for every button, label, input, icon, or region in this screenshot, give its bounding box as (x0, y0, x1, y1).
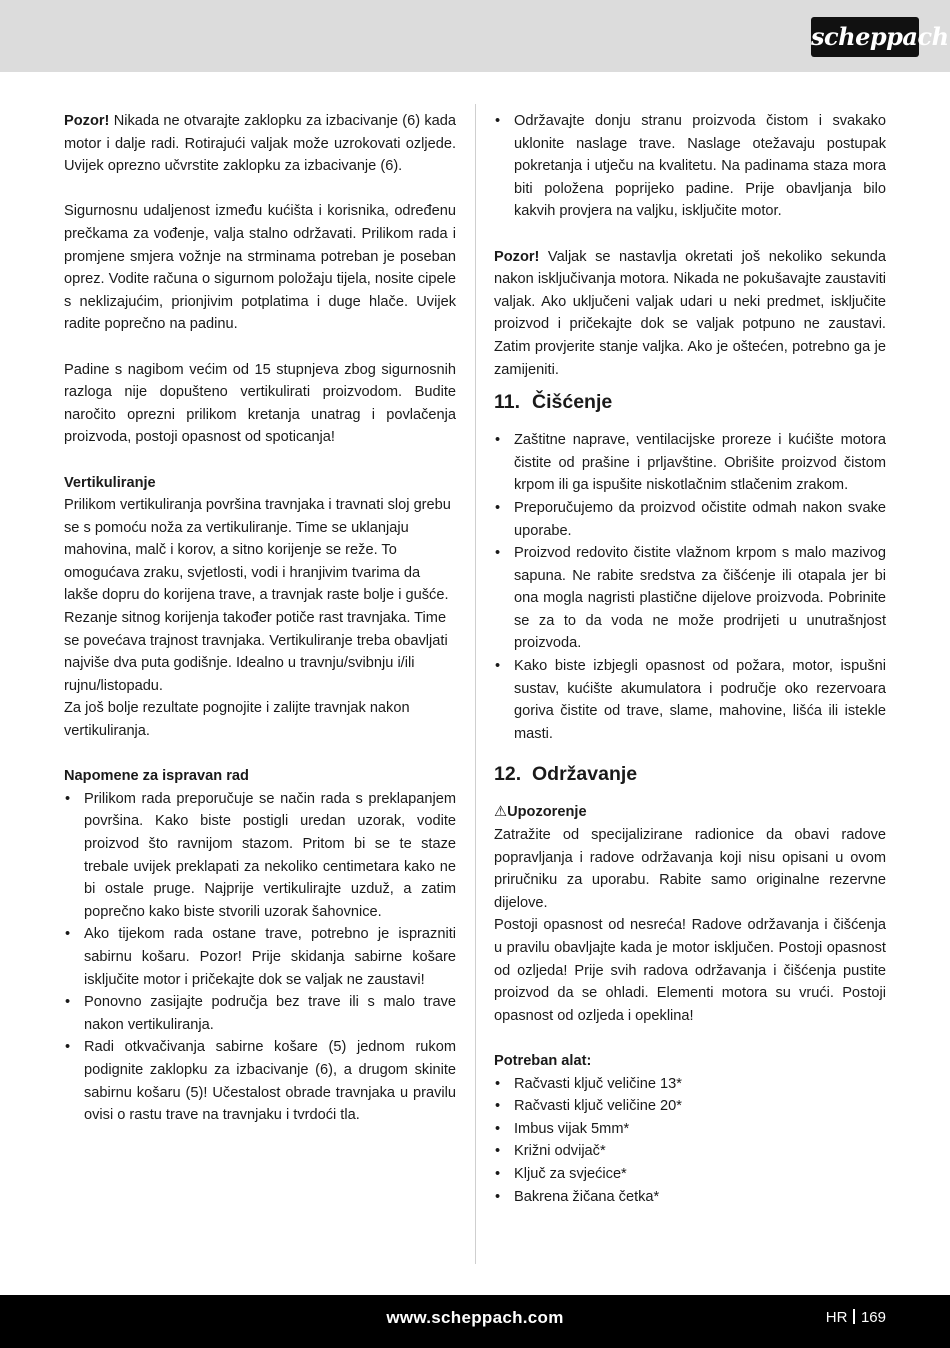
pozor-paragraph (494, 246, 886, 382)
pozor-label: Pozor! (64, 113, 110, 129)
tools-list (494, 1073, 886, 1209)
list-item: • Zaštitne naprave, ventilacijske proreze i kućište motora čistite od prašine i prljavštine. Obrišite proizvod čistom krpom ili ga ispušite niskotlačnim stlačenim zrakom. (494, 429, 886, 497)
tools-heading: Potreban alat: (494, 1052, 592, 1069)
warning-paragraph (64, 110, 456, 178)
list-item: • Održavajte donju stranu proizvoda čistom i svakako uklonite naslage trave. Naslage otežavaju postupak pokretanja i utječu na kvalitetu. Na padinama staza mora biti položena poprijeko padine. Prije obavljanja bilo kakvih provjera na valjku, isključite motor. (494, 110, 886, 223)
warning-paragraph: Zatražite od specijalizirane radionice da obavi radove popravljanja i radove održavanja koji nisu opisani u ovom priručniku za uporabu. Rabite samo originalne rezervne dijelove. (494, 827, 886, 911)
list-item: • Račvasti ključ veličine 20* (494, 1095, 886, 1118)
vert-heading: Vertikuliranje (64, 474, 156, 491)
list-item: • Preporučujemo da proizvod očistite odmah nakon svake uporabe. (494, 497, 886, 542)
notes-list (64, 788, 456, 1127)
right-column (494, 110, 886, 1208)
cleaning-list (494, 429, 886, 745)
pozor-label: Pozor! (494, 248, 540, 265)
warning-heading (494, 801, 886, 824)
safety-distance-paragraph: Sigurnosnu udaljenost između kućišta i korisnika, određenu prečkama za vođenje, valja stalno održavati. Prilikom rada i promjene smjera vožnje na strminama potreban je poseban oprez. Vodite računa o sigurnom položaju tijela, nosite cipele s neklizajućim, prionjivim potplatima i duge hlače. Uvijek radite poprečno na padinu. (64, 203, 456, 333)
footer-bar (0, 1295, 950, 1348)
list-item: • Ako tijekom rada ostane trave, potrebno je isprazniti sabirnu košaru. Pozor! Prije skidanja sabirne košare isključite motor i pričekajte dok se valjak ne zaustavi! (64, 923, 456, 991)
section-number: 12. (494, 763, 522, 786)
warning-triangle-icon: ⚠ (494, 804, 508, 821)
section-12-heading (494, 745, 886, 801)
pozor-text: Valjak se nastavlja okretati još nekoliko sekunda nakon isključivanja motora. Nikada ne pokušavajte zaustaviti valjak. Ako uključeni valjak udari u neki predmet, isključite proizvod i pričekajte dok se valjak potpuno ne zaustavi. Zatim provjerite stanje valjka. Ako je oštećen, potrebno ga je zamijeniti. (494, 248, 886, 378)
footer-url[interactable]: www.scheppach.com (386, 1308, 564, 1327)
header-band (0, 0, 950, 72)
warning-paragraph-2: Postoji opasnost od nesreća! Radove održavanja i čišćenja u pravilu obavljajte kada je motor isključen. Postoji opasnost od ozljeda! Prije svih radova održavanja i čišćenja pustite proizvod da se ohladi. Elementi motora su vrući. Postoji opasnost od ozljeda i opeklina! (494, 917, 886, 1024)
vert-paragraph: Prilikom vertikuliranja površina travnjaka i travnati sloj grebu se s pomoću noža za vertikuliranje. Time se uklanjaju mahovina, malč i korov, a sitno korijenje se reže. To omogućava zraku, svjetlosti, vodi i hranjivim tvarima da lakše dopru do korijena trave, a travnjak raste bolje i gušće. Rezanje sitnog korijenja također potiče rast travnjaka. Time se povećava trajnost travnjaka. Vertikuliranje treba obavljati najviše dva puta godišnje. Idealno u travnju/svibnju i/ili rujnu/listopadu. (64, 497, 451, 694)
section-11-heading (494, 381, 886, 429)
list-item: • Kako biste izbjegli opasnost od požara, motor, ispušni sustav, kućište akumulatora i područje oko rezervoara goriva čistite od trave, slame, mahovine, lišća ili istekle masti. (494, 655, 886, 745)
slope-paragraph: Padine s nagibom većim od 15 stupnjeva zbog sigurnosnih razloga nije dopušteno vertikulirati proizvodom. Budite naročito oprezni prilikom kretanja unatrag i povlačenja proizvoda, postoji opasnost od spoticanja! (64, 361, 456, 446)
language-code: HR (825, 1309, 848, 1326)
warning-text: Nikada ne otvarajte zaklopku za izbacivanje (6) kada motor i dalje radi. Rotirajući valjak može uzrokovati ozljede. Uvijek oprezno učvrstite zaklopku za izbacivanje (6). (64, 113, 456, 175)
list-item: • Ključ za svjećice* (494, 1163, 886, 1186)
list-item: • Križni odvijač* (494, 1140, 886, 1163)
list-item: • Radi otkvačivanja sabirne košare (5) jednom rukom podignite zaklopku za izbacivanje (6), a drugom skinite sabirnu košaru (5)! Učestalost obrade travnjaka u pravilu ovisi o rastu trave na travnjaku i tvrdoći tla. (64, 1036, 456, 1126)
warning-heading-text: Upozorenje (507, 804, 587, 821)
list-item: • Imbus vijak 5mm* (494, 1118, 886, 1141)
page-number (826, 1295, 886, 1341)
list-item: • Ponovno zasijajte područja bez trave ili s malo trave nakon vertikuliranja. (64, 991, 456, 1036)
list-item: • Račvasti ključ veličine 13* (494, 1073, 886, 1096)
section-title: Čišćenje (532, 391, 613, 414)
page-number-value: 169 (860, 1309, 886, 1326)
section-number: 11. (494, 391, 521, 414)
list-item: • Proizvod redovito čistite vlažnom krpom s malo mazivog sapuna. Ne rabite sredstva za čišćenje ili otapala jer bi ona mogla nagristi plastične dijelove proizvoda. Pobrinite se za to da voda ne može prodrijeti u unutrašnjost proizvoda. (494, 542, 886, 655)
section-title: Održavanje (532, 763, 638, 786)
brand-logo: scheppach (811, 17, 919, 57)
vert-paragraph-2: Za još bolje rezultate pognojite i zalijte travnjak nakon vertikuliranja. (64, 700, 410, 740)
top-bullets (494, 110, 886, 223)
notes-heading: Napomene za ispravan rad (64, 768, 249, 785)
column-divider (475, 104, 476, 1264)
left-column (64, 110, 456, 1127)
list-item: • Bakrena žičana četka* (494, 1186, 886, 1209)
separator (853, 1309, 855, 1324)
list-item: • Prilikom rada preporučuje se način rada s preklapanjem površina. Kako biste postigli uredan uzorak, vodite proizvod što ravnijom stazom. Pritom bi se te staze trebale uvijek preklapati za nekoliko centimetara kako ne bi ostale pruge. Najprije vertikulirajte uzduž, a zatim poprečno kako biste stvorili uzorak šahovnice. (64, 788, 456, 924)
